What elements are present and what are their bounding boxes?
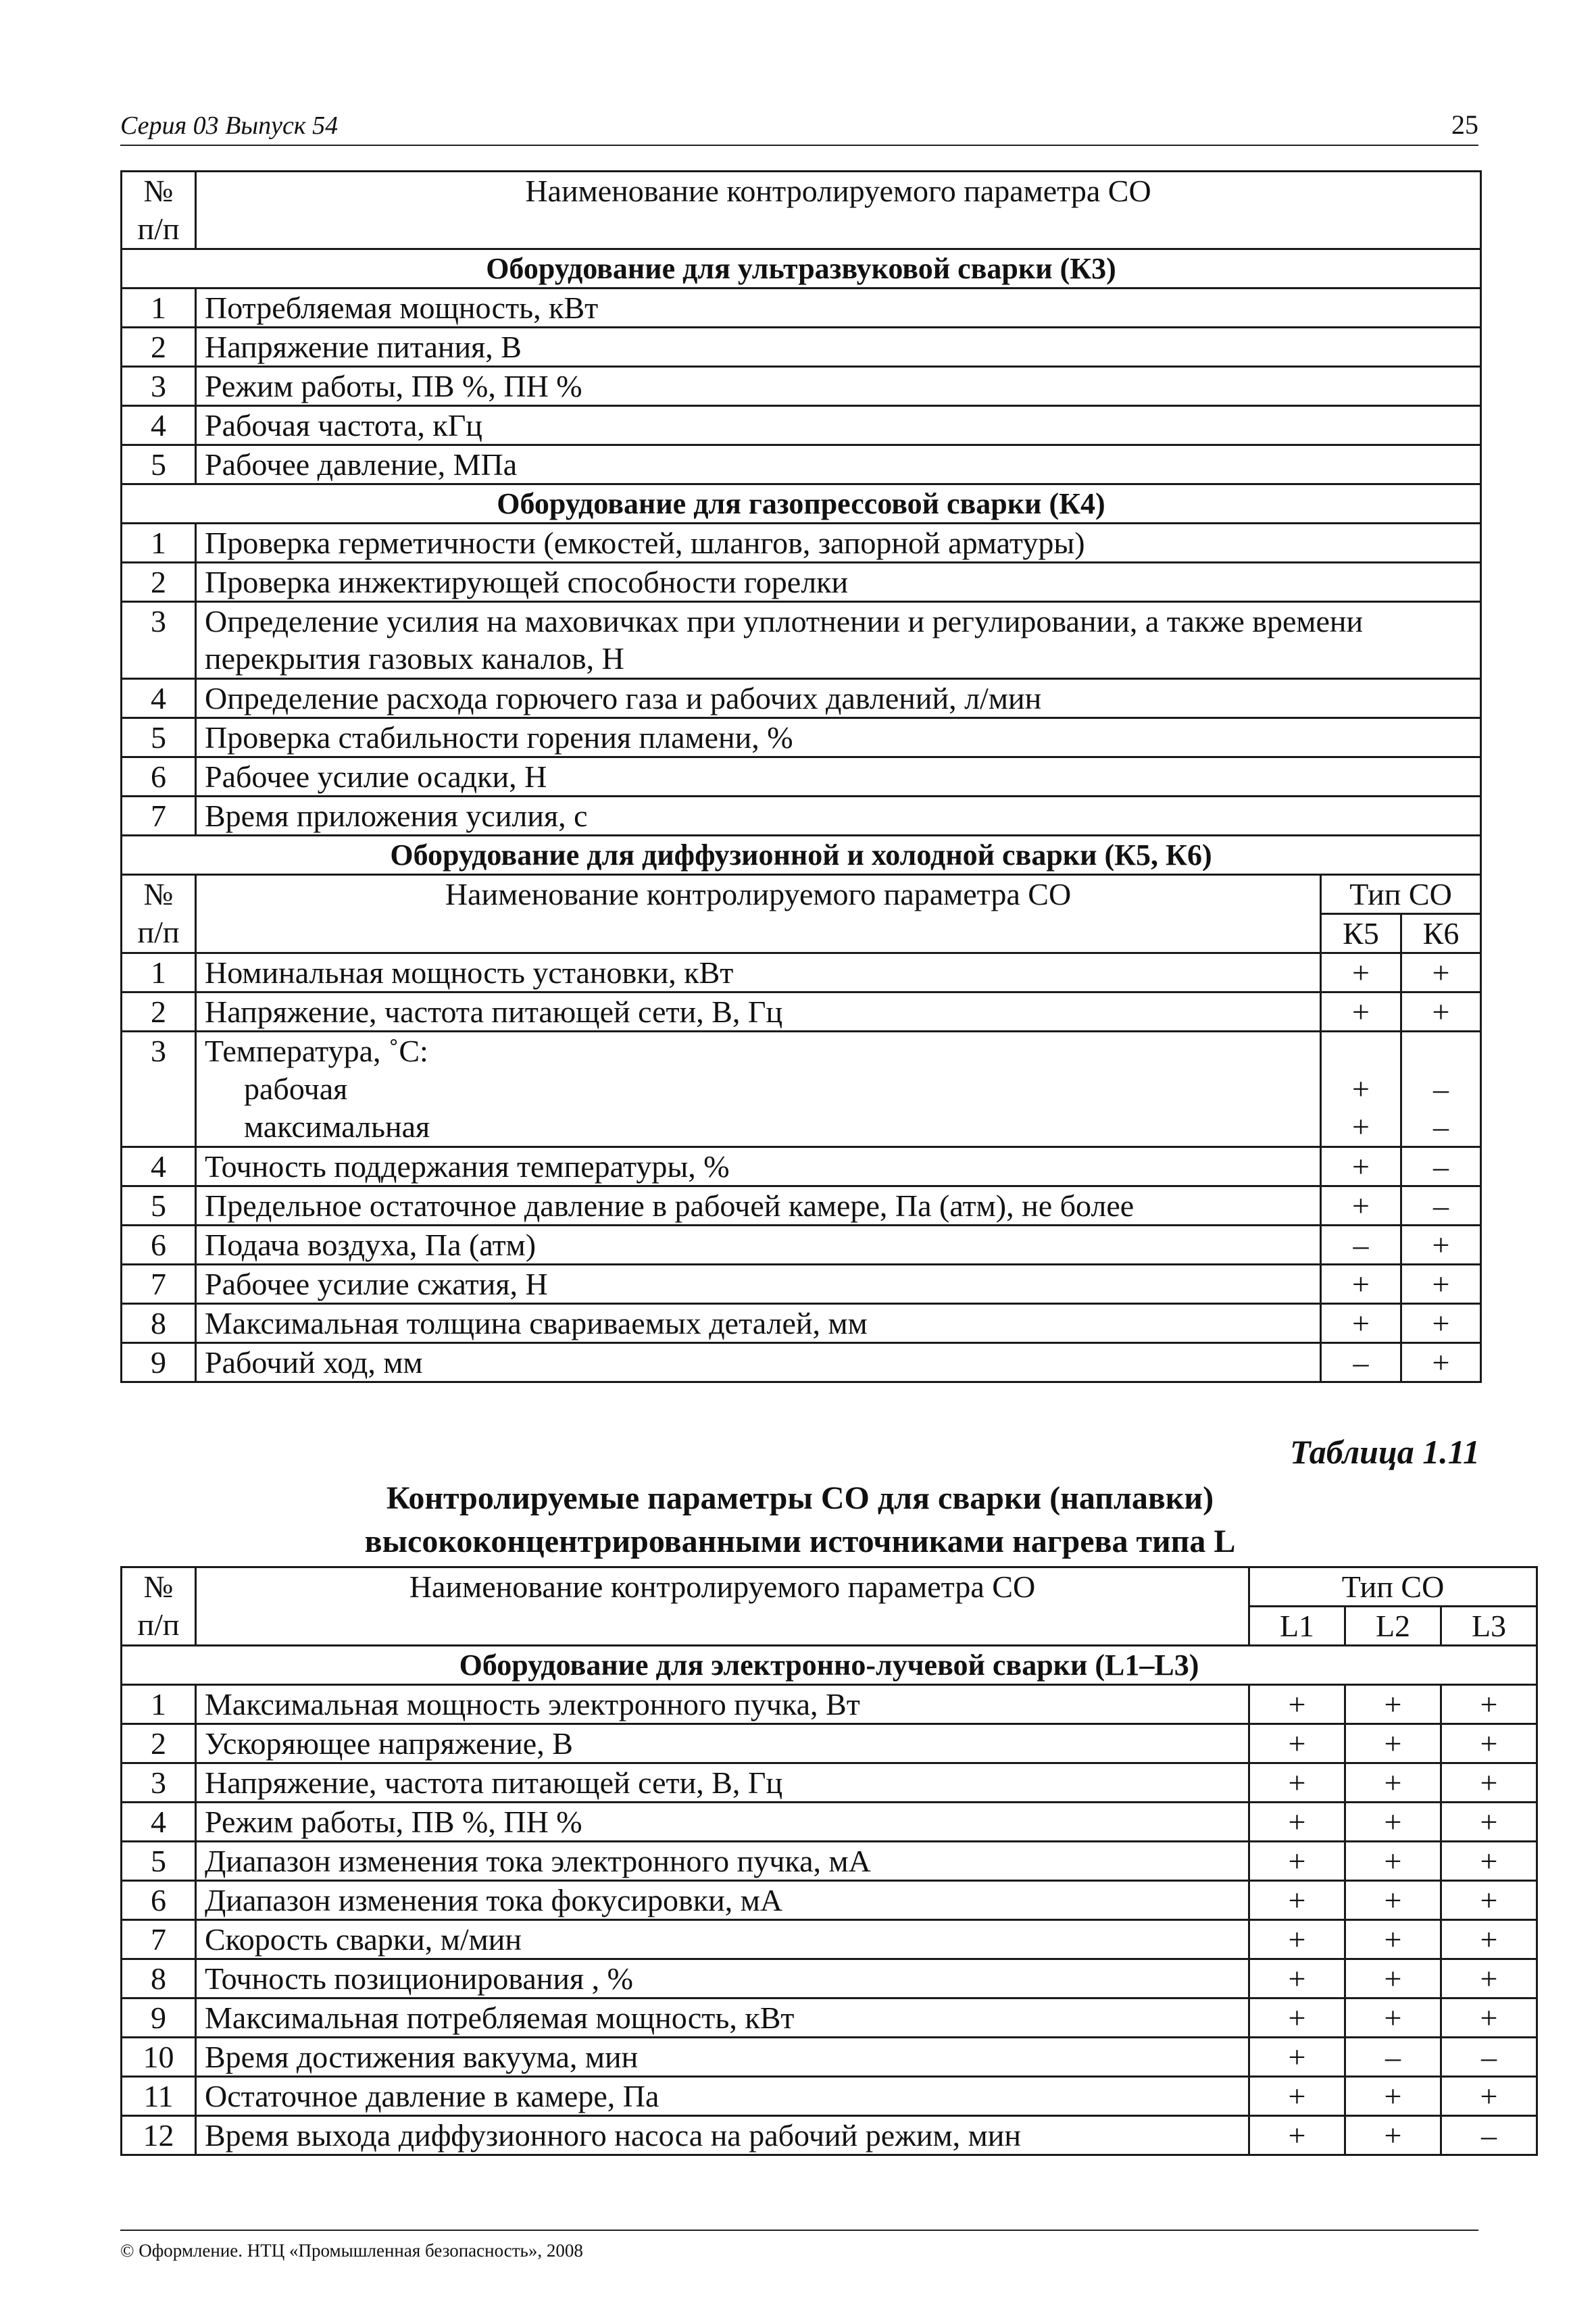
table-row — [122, 1186, 1481, 1226]
param-cell: Рабочая частота, кГц — [196, 406, 1481, 445]
section-title: Оборудование для газопрессовой сварки (К4) — [122, 484, 1481, 524]
header-num-line-2: п/п — [137, 211, 180, 246]
mark-spacer — [1402, 1032, 1480, 1070]
param-cell: Рабочее давление, МПа — [196, 445, 1481, 484]
type-mark: + — [1249, 1998, 1345, 2038]
type-mark: + — [1401, 992, 1481, 1032]
param-cell: Проверка инжектирующей способности горелки — [196, 563, 1481, 602]
type-mark: + — [1249, 1842, 1345, 1881]
row-number: 6 — [122, 1881, 196, 1920]
row-number: 1 — [122, 524, 196, 563]
type-mark: + — [1441, 1881, 1537, 1920]
type-mark: + — [1249, 1724, 1345, 1763]
type-mark: + — [1401, 1304, 1481, 1343]
row-number: 8 — [122, 1959, 196, 1998]
type-mark: + — [1441, 1842, 1537, 1881]
type-mark: + — [1345, 1685, 1441, 1724]
param-cell: Диапазон изменения тока электронного пучка, мА — [196, 1842, 1249, 1881]
table-row — [122, 1959, 1537, 1998]
param-cell: Напряжение, частота питающей сети, В, Гц — [196, 992, 1321, 1032]
row-number: 7 — [122, 1920, 196, 1959]
type-mark: + — [1441, 1998, 1537, 2038]
row-number: 3 — [122, 1763, 196, 1803]
mark-spacer — [1322, 1032, 1400, 1070]
header-num-line-1: № — [143, 174, 174, 208]
type-mark: + — [1249, 1763, 1345, 1803]
param-cell: Подача воздуха, Па (атм) — [196, 1226, 1321, 1265]
header-num-cell — [122, 172, 196, 249]
table-row — [122, 1803, 1537, 1842]
param-cell: Режим работы, ПВ %, ПН % — [196, 1803, 1249, 1842]
type-mark: + — [1345, 1803, 1441, 1842]
row-number: 7 — [122, 1265, 196, 1304]
param-cell: Проверка герметичности (емкостей, шлангов, запорной арматуры) — [196, 524, 1481, 563]
param-cell: Потребляемая мощность, кВт — [196, 288, 1481, 328]
type-code-cell: L1 — [1249, 1607, 1345, 1646]
table-row — [122, 992, 1481, 1032]
type-mark: + — [1401, 1265, 1481, 1304]
type-mark: – — [1321, 1226, 1401, 1265]
row-number: 2 — [122, 563, 196, 602]
param-cell: Напряжение питания, В — [196, 328, 1481, 367]
row-number: 9 — [122, 1343, 196, 1382]
row-number: 9 — [122, 1998, 196, 2038]
table-number-label: Таблица 1.11 — [1290, 1433, 1480, 1471]
type-mark: + — [1345, 1959, 1441, 1998]
type-mark: – — [1441, 2038, 1537, 2077]
row-number: 3 — [122, 602, 196, 679]
table-row — [122, 1920, 1537, 1959]
table-row — [122, 602, 1481, 679]
param-cell: Режим работы, ПВ %, ПН % — [196, 367, 1481, 406]
type-mark: + — [1321, 1265, 1401, 1304]
row-number: 2 — [122, 992, 196, 1032]
param-cell: Максимальная мощность электронного пучка, Вт — [196, 1685, 1249, 1724]
row-number: 11 — [122, 2077, 196, 2116]
header-param-cell: Наименование контролируемого параметра СО — [196, 1567, 1249, 1646]
table-row — [122, 328, 1481, 367]
type-mark: + — [1321, 1147, 1401, 1186]
table-row — [122, 1724, 1537, 1763]
param-subitem: максимальная — [244, 1109, 430, 1144]
table-row — [122, 797, 1481, 836]
row-number: 2 — [122, 328, 196, 367]
type-mark: + — [1401, 953, 1481, 992]
param-cell: Ускоряющее напряжение, В — [196, 1724, 1249, 1763]
row-number: 1 — [122, 288, 196, 328]
type-mark: + — [1321, 1186, 1401, 1226]
type-mark: + — [1321, 1304, 1401, 1343]
table-row — [122, 2077, 1537, 2116]
row-number: 6 — [122, 1226, 196, 1265]
table-row — [122, 679, 1481, 718]
header-num-line-1: № — [143, 1569, 174, 1604]
subheader-row — [122, 875, 1481, 914]
param-cell: Время приложения усилия, с — [196, 797, 1481, 836]
table-row — [122, 1998, 1537, 2038]
type-mark: + — [1249, 1920, 1345, 1959]
section-row — [122, 836, 1481, 875]
type-mark: + — [1345, 2116, 1441, 2155]
param-cell: Определение расхода горючего газа и рабочих давлений, л/мин — [196, 679, 1481, 718]
type-mark: + — [1249, 1803, 1345, 1842]
subheader-num-line-2: п/п — [137, 915, 180, 949]
type-mark: + — [1441, 1763, 1537, 1803]
param-cell: Номинальная мощность установки, кВт — [196, 953, 1321, 992]
type-mark: + — [1441, 1685, 1537, 1724]
type-mark: + — [1441, 2077, 1537, 2116]
row-number: 3 — [122, 1032, 196, 1147]
row-number: 8 — [122, 1304, 196, 1343]
table-row — [122, 718, 1481, 757]
type-mark-cell — [1321, 1032, 1401, 1147]
type-mark: + — [1441, 1959, 1537, 1998]
copyright-note: © Оформление. НТЦ «Промышленная безопасность», 2008 — [120, 2240, 583, 2261]
table-row — [122, 406, 1481, 445]
type-mark: – — [1401, 1186, 1481, 1226]
type-mark: + — [1321, 992, 1401, 1032]
table-row — [122, 1343, 1481, 1382]
type-mark: + — [1249, 1959, 1345, 1998]
type-code-cell: К5 — [1321, 914, 1401, 953]
table-row — [122, 2038, 1537, 2077]
type-mark-cell — [1401, 1032, 1481, 1147]
table-row — [122, 1265, 1481, 1304]
type-mark: + — [1441, 1724, 1537, 1763]
section-row — [122, 484, 1481, 524]
section-title: Оборудование для электронно-лучевой сварки (L1–L3) — [122, 1646, 1537, 1685]
row-number: 5 — [122, 718, 196, 757]
type-mark: + — [1345, 1763, 1441, 1803]
type-header-cell: Тип СО — [1321, 875, 1481, 914]
type-mark: – — [1401, 1147, 1481, 1186]
page-footer — [120, 2230, 1478, 2261]
type-mark: + — [1345, 1920, 1441, 1959]
table-header-row — [122, 172, 1481, 249]
param-subitem: рабочая — [244, 1072, 348, 1106]
type-mark: + — [1401, 1343, 1481, 1382]
type-mark: – — [1321, 1343, 1401, 1382]
row-number: 4 — [122, 1803, 196, 1842]
row-number: 5 — [122, 445, 196, 484]
param-cell: Предельное остаточное давление в рабочей камере, Па (атм), не более — [196, 1186, 1321, 1226]
type-code-cell: К6 — [1401, 914, 1481, 953]
table-row — [122, 1226, 1481, 1265]
table-row — [122, 1685, 1537, 1724]
parameters-table-l — [120, 1566, 1538, 2156]
type-mark: + — [1401, 1226, 1481, 1265]
param-text: Температура, ˚С: — [205, 1034, 428, 1068]
type-mark: + — [1249, 1685, 1345, 1724]
type-mark: + — [1345, 2077, 1441, 2116]
table-row — [122, 1842, 1537, 1881]
section-row — [122, 249, 1481, 288]
param-cell: Напряжение, частота питающей сети, В, Гц — [196, 1763, 1249, 1803]
type-mark: + — [1441, 1803, 1537, 1842]
row-number: 6 — [122, 757, 196, 797]
row-number: 1 — [122, 953, 196, 992]
row-number: 3 — [122, 367, 196, 406]
section-title: Оборудование для диффузионной и холодной сварки (К5, К6) — [122, 836, 1481, 875]
param-cell: Время выхода диффузионного насоса на рабочий режим, мин — [196, 2116, 1249, 2155]
table-row — [122, 288, 1481, 328]
param-cell: Рабочее усилие осадки, Н — [196, 757, 1481, 797]
section-row — [122, 1646, 1537, 1685]
table-row — [122, 1032, 1481, 1147]
type-mark: + — [1345, 1881, 1441, 1920]
table-row — [122, 524, 1481, 563]
type-mark: – — [1345, 2038, 1441, 2077]
table-row — [122, 2116, 1537, 2155]
param-cell: Время достижения вакуума, мин — [196, 2038, 1249, 2077]
table-row — [122, 757, 1481, 797]
type-mark: + — [1352, 1109, 1370, 1144]
param-cell: Точность позиционирования , % — [196, 1959, 1249, 1998]
table-header-row — [122, 1567, 1537, 1607]
table-row — [122, 953, 1481, 992]
param-cell: Определение усилия на маховичках при уплотнении и регулировании, а также времени перекрытия газовых каналов, Н — [196, 602, 1481, 679]
table-row — [122, 1304, 1481, 1343]
section-title: Оборудование для ультразвуковой сварки (К3) — [122, 249, 1481, 288]
param-cell: Рабочий ход, мм — [196, 1343, 1321, 1382]
table-row — [122, 367, 1481, 406]
type-mark: + — [1249, 2038, 1345, 2077]
row-number: 7 — [122, 797, 196, 836]
type-code-cell: L3 — [1441, 1607, 1537, 1646]
type-mark: – — [1433, 1072, 1449, 1106]
header-num-line-2: п/п — [137, 1607, 180, 1642]
param-cell: Рабочее усилие сжатия, Н — [196, 1265, 1321, 1304]
type-mark: + — [1249, 1881, 1345, 1920]
param-cell: Скорость сварки, м/мин — [196, 1920, 1249, 1959]
type-mark: + — [1321, 953, 1401, 992]
page-number: 25 — [1451, 109, 1478, 140]
series-title: Серия 03 Выпуск 54 — [120, 111, 339, 140]
table-row — [122, 1763, 1537, 1803]
param-cell: Проверка стабильности горения пламени, % — [196, 718, 1481, 757]
table-caption-line-2: высококонцентрированными источниками нагрева типа L — [364, 1524, 1236, 1559]
param-cell: Максимальная толщина свариваемых деталей, мм — [196, 1304, 1321, 1343]
table-caption — [120, 1477, 1480, 1563]
type-mark: + — [1345, 1998, 1441, 2038]
row-number: 4 — [122, 1147, 196, 1186]
type-mark: + — [1345, 1842, 1441, 1881]
type-mark: + — [1441, 1920, 1537, 1959]
param-cell: Остаточное давление в камере, Па — [196, 2077, 1249, 2116]
row-number: 5 — [122, 1842, 196, 1881]
type-mark: + — [1352, 1072, 1370, 1106]
table-row — [122, 1147, 1481, 1186]
row-number: 2 — [122, 1724, 196, 1763]
row-number: 10 — [122, 2038, 196, 2077]
param-cell: Максимальная потребляемая мощность, кВт — [196, 1998, 1249, 2038]
type-mark: – — [1441, 2116, 1537, 2155]
subheader-param-cell: Наименование контролируемого параметра СО — [196, 875, 1321, 953]
type-mark: + — [1249, 2077, 1345, 2116]
subheader-num-line-1: № — [143, 877, 174, 911]
table-row — [122, 1881, 1537, 1920]
row-number: 1 — [122, 1685, 196, 1724]
param-cell: Диапазон изменения тока фокусировки, мА — [196, 1881, 1249, 1920]
running-header — [120, 107, 1478, 146]
table-row — [122, 563, 1481, 602]
row-number: 4 — [122, 679, 196, 718]
row-number: 5 — [122, 1186, 196, 1226]
header-param-cell: Наименование контролируемого параметра СО — [196, 172, 1481, 249]
type-code-cell: L2 — [1345, 1607, 1441, 1646]
type-mark: – — [1433, 1109, 1449, 1144]
subheader-num-cell — [122, 875, 196, 953]
param-cell — [196, 1032, 1321, 1147]
param-cell: Точность поддержания температуры, % — [196, 1147, 1321, 1186]
type-header-cell: Тип СО — [1249, 1567, 1537, 1607]
type-mark: + — [1345, 1724, 1441, 1763]
table-row — [122, 445, 1481, 484]
table-caption-line-1: Контролируемые параметры СО для сварки (наплавки) — [386, 1480, 1214, 1516]
type-mark: + — [1249, 2116, 1345, 2155]
row-number: 4 — [122, 406, 196, 445]
row-number: 12 — [122, 2116, 196, 2155]
header-num-cell — [122, 1567, 196, 1646]
parameters-table-k — [120, 170, 1482, 1383]
